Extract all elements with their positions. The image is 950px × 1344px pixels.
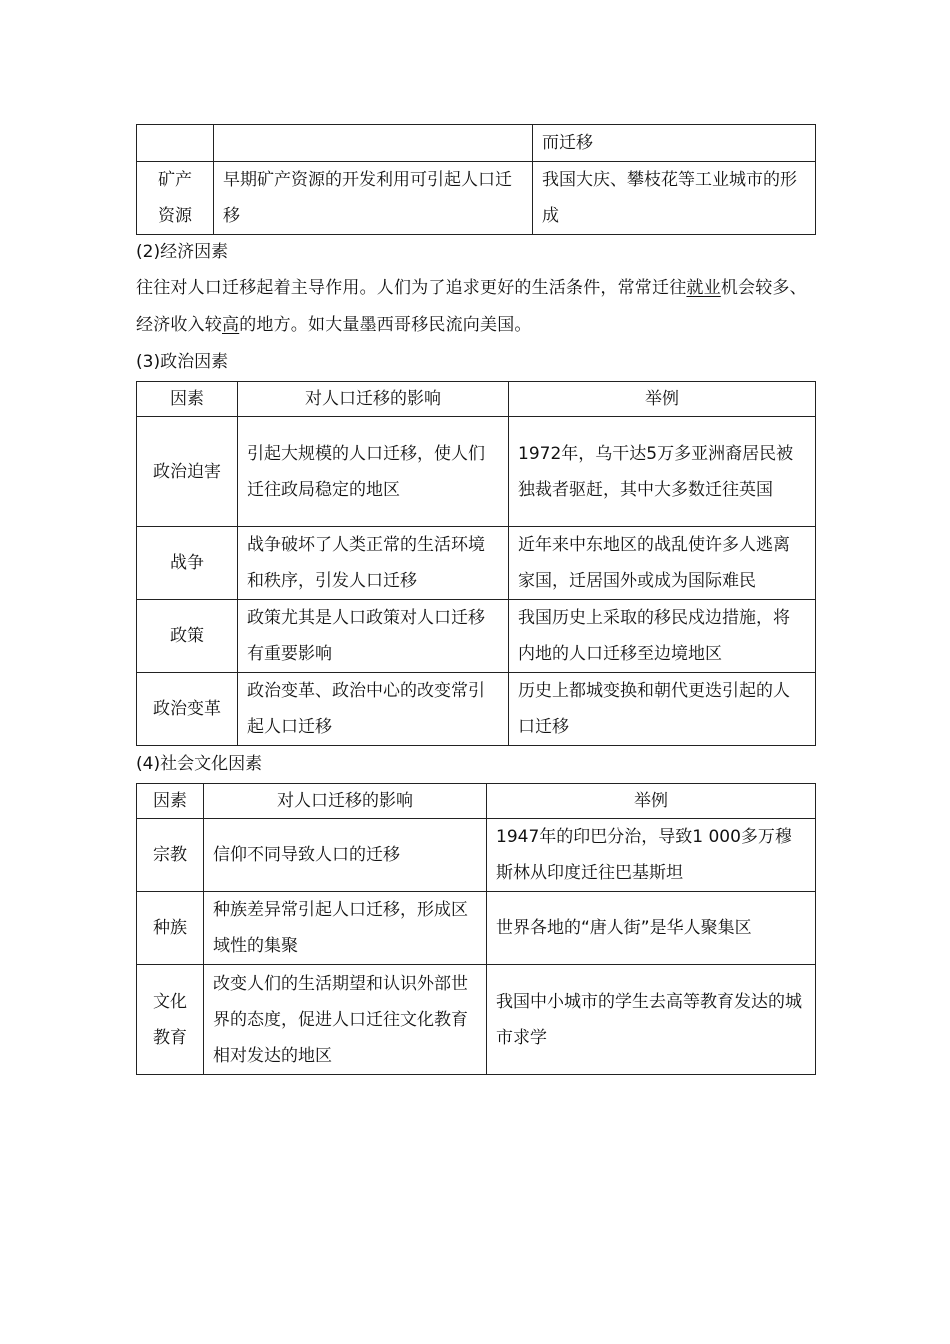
- column-header: 对人口迁移的影响: [238, 382, 509, 417]
- column-header: 举例: [509, 382, 816, 417]
- table-row: [137, 600, 816, 673]
- section-heading: (2)经济因素: [136, 242, 229, 262]
- table-row: [137, 527, 816, 600]
- impact-cell: 种族差异常引起人口迁移，形成区域性的集聚: [204, 892, 487, 965]
- table-row: [137, 162, 816, 235]
- table-row: [137, 125, 816, 162]
- factor-cell: 战争: [137, 527, 238, 600]
- table-cell: 而迁移: [533, 125, 816, 162]
- table-social-cultural-factors: [136, 783, 816, 1075]
- table-political-factors: [136, 381, 816, 746]
- factor-cell: 矿产资源: [137, 162, 214, 235]
- column-header: 对人口迁移的影响: [204, 784, 487, 819]
- factor-cell: 文化教育: [137, 965, 204, 1075]
- column-header: 举例: [487, 784, 816, 819]
- table-natural-factors-continued: [136, 124, 816, 235]
- example-cell: 世界各地的“唐人街”是华人聚集区: [487, 892, 816, 965]
- table-row: [137, 965, 816, 1075]
- underlined-text: 高: [222, 315, 240, 335]
- example-cell: 我国大庆、攀枝花等工业城市的形成: [533, 162, 816, 235]
- text-run: 的地方。如大量墨西哥移民流向美国。: [239, 315, 532, 335]
- factor-cell: 政策: [137, 600, 238, 673]
- impact-cell: 早期矿产资源的开发利用可引起人口迁移: [214, 162, 533, 235]
- table-row: [137, 417, 816, 527]
- table-row: [137, 819, 816, 892]
- example-cell: 我国中小城市的学生去高等教育发达的城市求学: [487, 965, 816, 1075]
- section-heading: (3)政治因素: [136, 352, 229, 372]
- text-run: 机会较多、经济收入较: [136, 278, 807, 335]
- factor-cell: 政治变革: [137, 673, 238, 746]
- column-header: 因素: [137, 382, 238, 417]
- table-row: [137, 892, 816, 965]
- document-page: [136, 124, 815, 1075]
- table-header-row: [137, 784, 816, 819]
- example-cell: 1947年的印巴分治，导致1 000多万穆斯林从印度迁往巴基斯坦: [487, 819, 816, 892]
- paragraph: [136, 270, 815, 344]
- example-cell: 我国历史上采取的移民戍边措施，将内地的人口迁移至边境地区: [509, 600, 816, 673]
- impact-cell: 信仰不同导致人口的迁移: [204, 819, 487, 892]
- example-cell: 近年来中东地区的战乱使许多人逃离家国，迁居国外或成为国际难民: [509, 527, 816, 600]
- table-cell: [214, 125, 533, 162]
- factor-cell: 政治迫害: [137, 417, 238, 527]
- impact-cell: 改变人们的生活期望和认识外部世界的态度，促进人口迁往文化教育相对发达的地区: [204, 965, 487, 1075]
- impact-cell: 引起大规模的人口迁移，使人们迁往政局稳定的地区: [238, 417, 509, 527]
- table-row: [137, 673, 816, 746]
- underlined-text: 就业: [686, 278, 721, 298]
- impact-cell: 政策尤其是人口政策对人口迁移有重要影响: [238, 600, 509, 673]
- impact-cell: 战争破坏了人类正常的生活环境和秩序，引发人口迁移: [238, 527, 509, 600]
- table-cell: [137, 125, 214, 162]
- table-header-row: [137, 382, 816, 417]
- impact-cell: 政治变革、政治中心的改变常引起人口迁移: [238, 673, 509, 746]
- factor-cell: 种族: [137, 892, 204, 965]
- example-cell: 1972年，乌干达5万多亚洲裔居民被独裁者驱赶，其中大多数迁往英国: [509, 417, 816, 527]
- text-run: 往往对人口迁移起着主导作用。人们为了追求更好的生活条件，常常迁往: [136, 278, 687, 298]
- factor-cell: 宗教: [137, 819, 204, 892]
- column-header: 因素: [137, 784, 204, 819]
- section-heading: (4)社会文化因素: [136, 754, 263, 774]
- example-cell: 历史上都城变换和朝代更迭引起的人口迁移: [509, 673, 816, 746]
